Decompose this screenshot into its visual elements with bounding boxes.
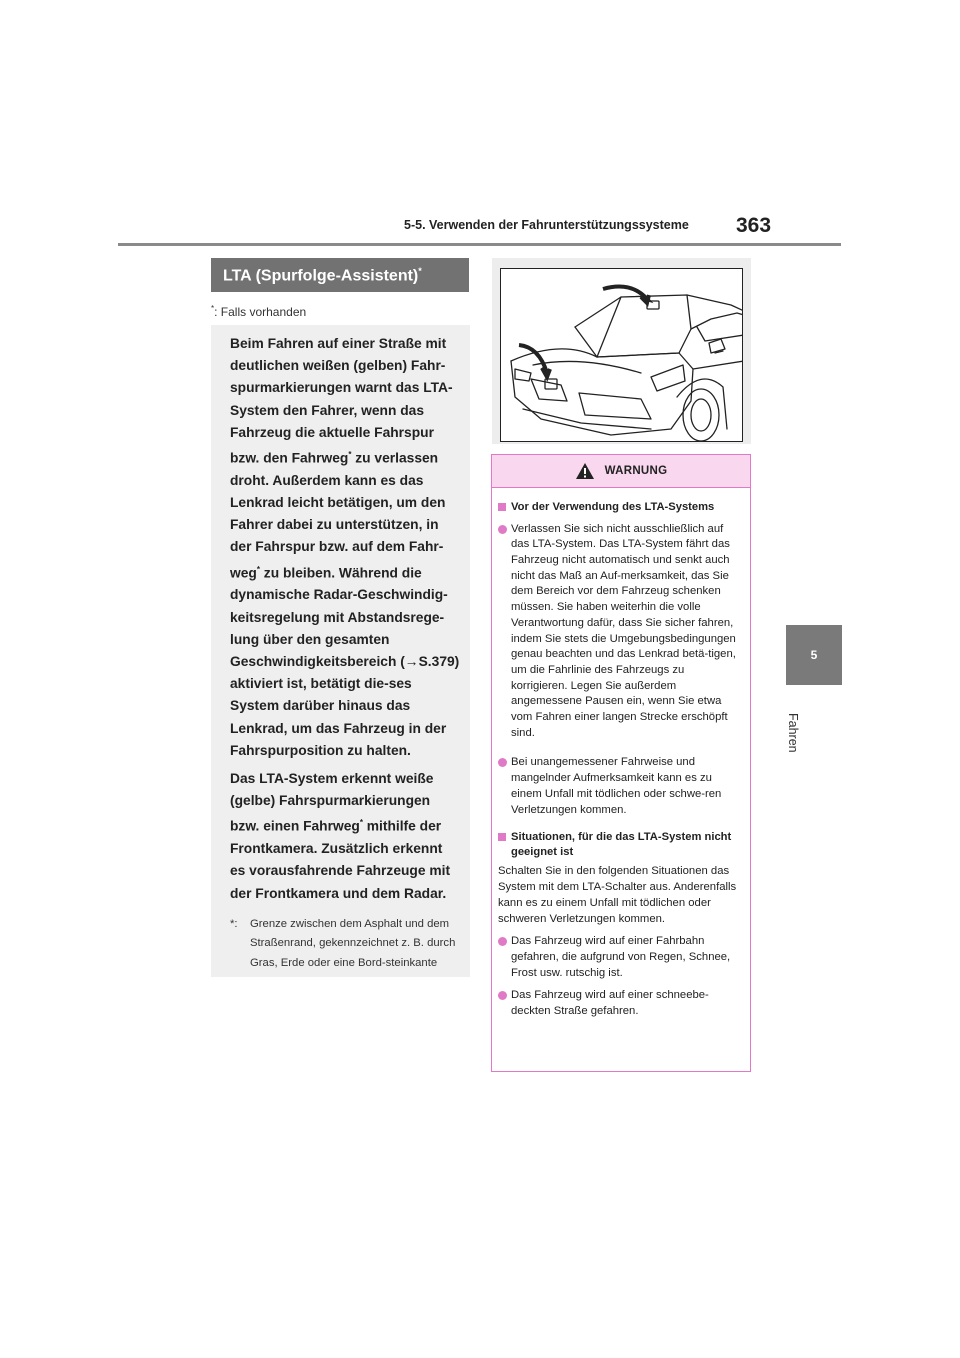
chapter-label-text: Fahren [786, 713, 800, 753]
windshield [575, 295, 691, 357]
chapter-tab: 5 [786, 625, 842, 685]
page-number: 363 [736, 214, 772, 237]
intro-p1-part-c: zu bleiben. Während die dynamische Radar-Geschwindig-keitsregelung mit Abstandsrege-lung über den gesamten Geschwindigkeitsbereich (→S.379) aktiviert ist, betätigt die-ses System darüber hinaus das Lenkrad, um das Fahrzeug in der Fahrspurposition zu halten. [230, 565, 460, 758]
roadway-footnote [230, 915, 460, 974]
square-bullet-icon [498, 503, 506, 511]
intro-star: * [348, 450, 352, 460]
warning-item [498, 755, 740, 818]
suv-drawing [501, 269, 743, 442]
warning-item [498, 934, 740, 981]
headlight-right [651, 365, 685, 391]
roadway-footnote-text: Grenze zwischen dem Asphalt und dem Straßenrand, gekennzeichnet z. B. durch Gras, Erde oder eine Bord-steinkante [250, 917, 456, 969]
chapter-label [784, 713, 804, 773]
round-bullet-icon [498, 937, 507, 946]
front-wheel [683, 389, 719, 441]
footnote-star: * [211, 304, 215, 313]
round-bullet-icon [498, 758, 507, 767]
intro-star: * [359, 818, 363, 828]
car-illustration [500, 268, 743, 442]
footnote-text: : Falls vorhanden [214, 305, 307, 319]
title-star: * [418, 266, 422, 276]
round-bullet-icon [498, 991, 507, 1000]
warning-item [498, 988, 740, 1019]
warning-body [492, 488, 750, 1020]
footnote-mark: *: [230, 917, 238, 930]
round-bullet-icon [498, 525, 507, 534]
a-pillar [597, 297, 621, 357]
warning-heading [498, 830, 740, 859]
intro-paragraph-1 [230, 333, 460, 762]
section-title [211, 258, 469, 292]
warning-heading [498, 500, 740, 515]
warning-item-text: Verlassen Sie sich nicht ausschließlich auf das LTA-System. Das LTA-System fährt das Fahrzeug nicht automatisch und senkt auch nicht das Maß an Auf-merksamkeit, das Sie dem Bereich vor dem Fahrzeug schenken müssen. Sie haben weiterhin die volle Verantwortung dafür, dass Sie sicher fahren, indem Sie stets die Umgebungsbedingungen genau beachten und das Lenkrad betä-tigen, um die Fahrlinie des Fahrzeugs zu korrigieren. Legen Sie außerdem angemessene Pausen ein, wenn Sie etwa vom Fahren einer langen Strecke erschöpft sind. [511, 522, 736, 739]
warning-item-text: Das Fahrzeug wird auf einer Fahrbahn gefahren, die aufgrund von Regen, Schnee, Frost usw. rutschig ist. [511, 935, 731, 979]
headlight-left [515, 369, 531, 381]
availability-footnote [211, 304, 306, 319]
roof-line [575, 295, 743, 327]
warning-item-text: Bei unangemessener Fahrweise und mangelnder Aufmerksamkeit kann es zu einem Unfall mit tödlichen oder schwe-ren Verletzungen kommen. [511, 756, 722, 816]
front-fascia [511, 353, 693, 435]
intro-p1-part-a: Beim Fahren auf einer Straße mit deutlichen weißen (gelben) Fahr-spurmarkierungen warnt das LTA-System den Fahrer, wenn das Fahrzeug die aktuelle Fahrspur bzw. den Fahrweg [230, 336, 453, 466]
intro-box [211, 325, 470, 977]
warning-item-text: Das Fahrzeug wird auf einer schneebe-deckten Straße gefahren. [511, 989, 709, 1018]
section-title-text: LTA (Spurfolge-Assistent) [223, 267, 419, 285]
illustration-frame [492, 258, 751, 444]
grille-left [531, 379, 567, 401]
intro-p2-part-b: mithilfe der Frontkamera. Zusätzlich erkennt es vorausfahrende Fahrzeuge mit der Frontkamera und dem Radar. [230, 819, 451, 901]
intro-text [230, 333, 460, 905]
warning-heading-text: Vor der Verwendung des LTA-Systems [511, 501, 715, 513]
warning-item [498, 522, 740, 742]
intro-p2-part-a: Das LTA-System erkennt weiße (gelbe) Fahrspurmarkierungen bzw. einen Fahrweg [230, 771, 434, 835]
warning-paragraph: Schalten Sie in den folgenden Situationen das System mit dem LTA-Schalter aus. Anderenfalls kann es zu einem Unfall mit tödlichen oder schweren Verletzungen kommen. [498, 865, 737, 925]
body-line [693, 361, 743, 369]
square-bullet-icon [498, 833, 506, 841]
running-header: 5-5. Verwenden der Fahrunterstützungssysteme [404, 218, 689, 232]
warning-title: WARNUNG [604, 465, 668, 477]
camera-arrow [603, 287, 649, 303]
intro-paragraph-2 [230, 768, 460, 905]
warning-triangle-icon [575, 462, 595, 480]
grille-center [579, 393, 651, 419]
side-window [691, 313, 743, 329]
wheel-hub [691, 399, 711, 431]
intro-p1-part-b: zu verlassen droht. Außerdem kann es das Lenkrad leicht betätigen, um den Fahrer dabei zu unterstützen, in der Fahrspur bzw. auf dem Fahr-weg [230, 450, 446, 581]
warning-box [491, 454, 751, 1072]
warning-header [492, 455, 750, 488]
header-divider [118, 243, 841, 246]
warning-heading-text: Situationen, für die das LTA-System nicht geeignet ist [511, 831, 732, 858]
intro-star: * [256, 564, 260, 574]
